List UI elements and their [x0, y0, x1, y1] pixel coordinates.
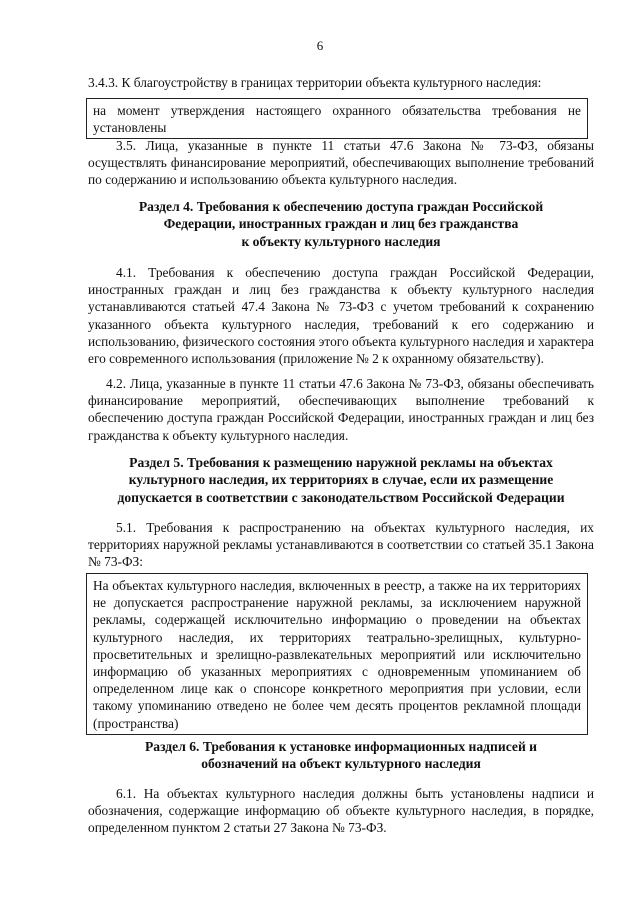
section-5-heading: [88, 454, 594, 506]
section-5-heading-line-2: культурного наследия, их территориях в случае, если их размещение: [128, 472, 554, 488]
requirements-box-landscaping: на момент утверждения настоящего охранного обязательства требования не установлены: [86, 98, 588, 139]
section-4-heading-line-2: Федерации, иностранных граждан и лиц без гражданства: [163, 216, 519, 232]
paragraph-6-1: 6.1. На объектах культурного наследия должны быть установлены надписи и обозначения, содержащие информацию об объекте культурного наследия, в порядке, определенном пунктом 2 статьи 27 Закона № 73-ФЗ.: [88, 786, 594, 836]
section-4-heading-line-3: к объекту культурного наследия: [241, 233, 441, 249]
paragraph-4-2: 4.2. Лица, указанные в пункте 11 статьи 47.6 Закона № 73-ФЗ, обязаны обеспечивать финансирование мероприятий, обеспечивающих выполнение требований к обеспечению доступа граждан Российской Федерации, иностранных граждан и лиц без гражданства к объекту культурного наследия.: [88, 376, 594, 443]
requirements-box-advertising: На объектах культурного наследия, включенных в реестр, а также на их территориях не допускается распространение наружной рекламы, за исключением наружной рекламы, содержащей исключительно информацию о проведении на объектах культурного наследия, их территориях театрально-зрелищных, культурно-просветительных и зрелищно-развлекательных мероприятий или исключительно информацию об указанных мероприятиях с одновременным упоминанием об определенном лице как о спонсоре конкретного мероприятия при условии, если такому упоминанию отведено не более чем десять процентов рекламной площади (пространства): [86, 573, 588, 735]
section-6-heading-line-2: обозначений на объект культурного наследия: [201, 756, 481, 772]
page-number: 6: [316, 38, 324, 53]
paragraph-4-1: 4.1. Требования к обеспечению доступа граждан Российской Федерации, иностранных граждан и лиц без гражданства к объекту культурного наследия устанавливаются статьей 47.4 Закона № 73-ФЗ с учетом требований к сохранению указанного объекта культурного наследия, требований к его содержанию и использованию, физического состояния этого объекта культурного наследия и характера его современного использования (приложение № 2 к охранному обязательству).: [88, 265, 594, 367]
section-5-heading-line-1: Раздел 5. Требования к размещению наружной рекламы на объектах: [129, 455, 553, 470]
section-4-heading: [88, 198, 594, 250]
paragraph-5-1: 5.1. Требования к распространению на объектах культурного наследия, их территориях наружной рекламы устанавливаются в соответствии со статьей 35.1 Закона № 73-ФЗ:: [88, 520, 594, 570]
paragraph-3-4-3: 3.4.3. К благоустройству в границах территории объекта культурного наследия:: [88, 75, 542, 90]
section-6-heading: [88, 738, 594, 773]
paragraph-3-5: 3.5. Лица, указанные в пункте 11 статьи 47.6 Закона № 73-ФЗ, обязаны осуществлять финансирование мероприятий, обеспечивающих выполнение требований по содержанию и использованию объекта культурного наследия.: [88, 138, 594, 188]
section-5-heading-line-3: допускается в соответствии с законодательством Российской Федерации: [117, 489, 565, 505]
section-6-heading-line-1: Раздел 6. Требования к установке информационных надписей и: [144, 739, 538, 754]
section-4-heading-line-1: Раздел 4. Требования к обеспечению доступа граждан Российской: [138, 199, 544, 214]
